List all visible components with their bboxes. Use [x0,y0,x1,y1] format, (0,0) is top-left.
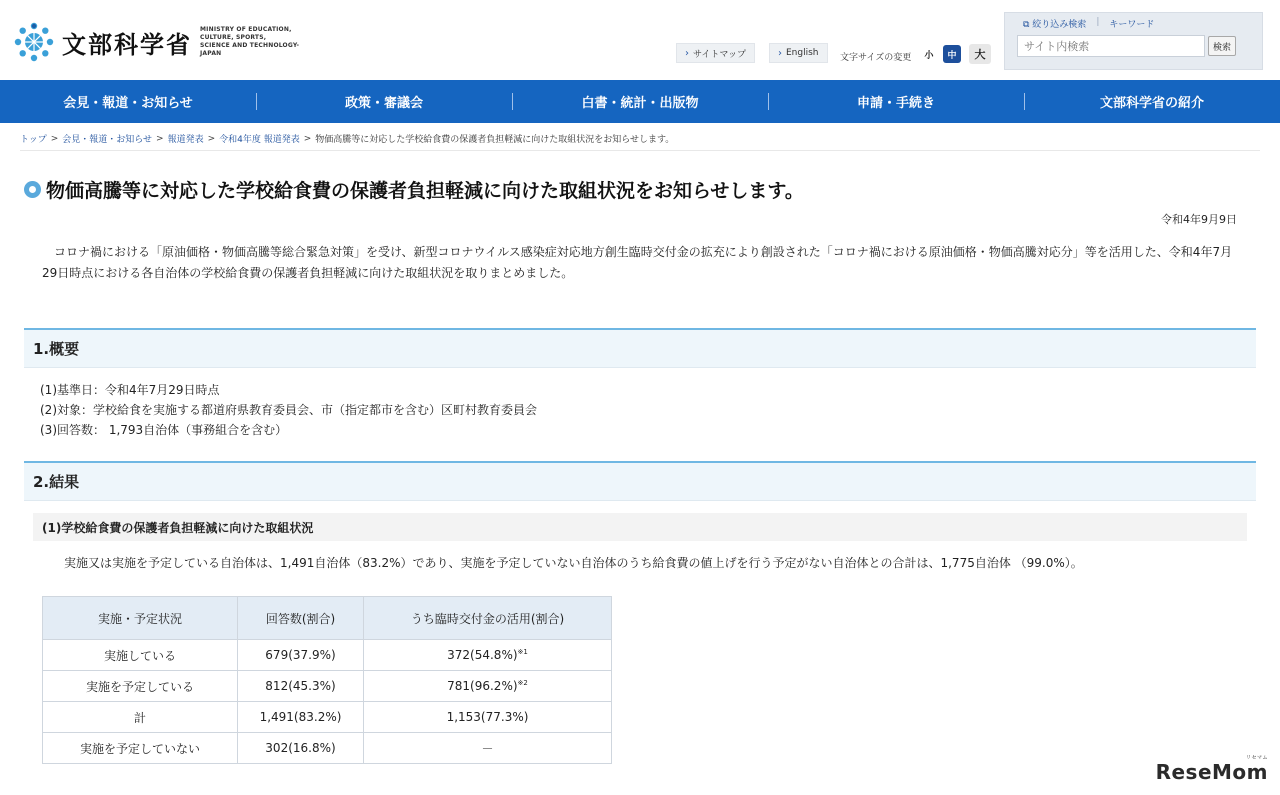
cell-status: 計 [43,702,238,733]
breadcrumb-link-press-r4[interactable]: 令和4年度 報道発表 [219,135,300,145]
breadcrumb-link-top[interactable]: トップ [20,135,47,145]
nav-item-news[interactable]: 会見・報道・お知らせ [63,96,193,111]
cell-status: 実施している [43,640,238,671]
breadcrumb [20,132,674,145]
table-row [43,671,612,702]
intro-paragraph: コロナ禍における「原油価格・物価高騰等総合緊急対策」を受け、新型コロナウイルス感染症対応地方創生臨時交付金の拡充により創設された「コロナ禍における原油価格・物価高騰対応分」等を活用した、令和4年7月29日時点における各自治体の学校給食費の保護者負担軽減に向けた取組状況を取りまとめました。 [42,245,1233,280]
cell-grant: － [364,733,612,764]
page-title-text: 物価高騰等に対応した学校給食費の保護者負担軽減に向けた取組状況をお知らせします。 [46,180,804,202]
chevron-right-icon: › [685,47,689,59]
tab-filter-search[interactable] [1023,17,1086,30]
cell-status: 実施を予定していない [43,733,238,764]
table-row [43,733,612,764]
logo-en-line: SCIENCE AND TECHNOLOGY-JAPAN [200,42,300,57]
title-bullet-icon [24,181,41,198]
nav-item-publications[interactable]: 白書・統計・出版物 [512,80,768,123]
results-table [42,596,612,764]
breadcrumb-separator: > [156,133,164,144]
filter-search-icon: ⧉ [1023,20,1033,30]
footnote-mark: ※1 [517,648,528,656]
nav-item-about[interactable]: 文部科学省の紹介 [1024,80,1280,123]
chevron-right-icon: › [778,47,782,59]
font-size-label: 文字サイズの変更 [840,53,912,63]
table-row [43,640,612,671]
table-row [43,702,612,733]
footnote-mark: ※2 [517,679,528,687]
breadcrumb-separator: > [207,133,216,144]
mext-logo[interactable] [14,18,320,66]
results-summary: 実施又は実施を予定している自治体は、1,491自治体（83.2%）であり、実施を予定していない自治体のうち給食費の値上げを行う予定がない自治体との合計は、1,775自治体 （99.0%）。 [64,556,1083,570]
cell-grant: 1,153(77.3%) [364,702,612,733]
logo-english-name [200,26,320,58]
logo-en-line: MINISTRY OF EDUCATION, [200,26,292,33]
global-nav [0,80,1280,123]
column-header: うち臨時交付金の活用(割合) [364,597,612,640]
site-header [0,0,1280,80]
column-header: 実施・予定状況 [43,597,238,640]
watermark-sub: リセマム [1246,755,1268,761]
column-header: 回答数(割合) [238,597,364,640]
cell-grant [364,671,612,702]
section-heading-results: 2.結果 [24,461,1256,500]
overview-list [40,380,537,440]
section-heading-overview: 1.概要 [24,328,1256,367]
breadcrumb-separator: > [303,133,312,144]
nav-item-applications[interactable]: 申請・手続き [768,80,1024,123]
english-link[interactable] [769,43,828,63]
english-label: English [786,48,819,58]
cell-grant [364,640,612,671]
tab-filter-label: 絞り込み検索 [1032,20,1087,30]
sitemap-link[interactable] [676,43,755,63]
list-item: (1)基準日：令和4年7月29日時点 [40,383,220,397]
breadcrumb-link-news[interactable]: 会見・報道・お知らせ [62,135,153,145]
cell-status: 実施を予定している [43,671,238,702]
sitemap-label: サイトマップ [693,49,747,60]
cell-count: 302(16.8%) [238,733,364,764]
tab-keyword-search[interactable]: キーワード [1109,20,1155,30]
list-item: (3)回答数： 1,793自治体（事務組合を含む） [40,423,288,437]
tab-divider: | [1096,17,1100,27]
search-input[interactable] [1017,35,1205,57]
grant-value: 372(54.8%) [447,648,518,662]
list-item: (2)対象：学校給食を実施する都道府県教育委員会、市（指定都市を含む）区町村教育委員会 [40,403,538,417]
table-header-row [43,597,612,640]
cell-count: 679(37.9%) [238,640,364,671]
breadcrumb-current: 物価高騰等に対応した学校給食費の保護者負担軽減に向けた取組状況をお知らせします。 [315,135,675,145]
resemom-watermark [1155,755,1268,784]
watermark-text: ReseMom [1155,760,1268,784]
page-title [24,176,804,203]
nav-item-policy[interactable]: 政策・審議会 [256,80,512,123]
results-subheading: (1)学校給食費の保護者負担軽減に向けた取組状況 [33,513,1247,541]
breadcrumb-link-press[interactable]: 報道発表 [167,135,204,145]
logo-en-line: CULTURE, SPORTS, [200,34,267,41]
logo-name: 文部科学省 [62,30,192,59]
breadcrumb-divider [20,150,1260,151]
grant-value: 781(96.2%) [447,679,518,693]
logo-emblem-icon [14,22,54,62]
search-button[interactable]: 検索 [1208,36,1236,56]
font-size-large-button[interactable]: 大 [969,44,991,64]
search-tabs [1023,17,1154,30]
font-size-medium-button[interactable]: 中 [943,45,961,63]
font-size-small-button[interactable]: 小 [924,50,934,61]
cell-count: 812(45.3%) [238,671,364,702]
breadcrumb-separator: > [50,133,59,144]
cell-count: 1,491(83.2%) [238,702,364,733]
publish-date: 令和4年9月9日 [1161,213,1237,226]
site-search-panel [1004,12,1263,70]
